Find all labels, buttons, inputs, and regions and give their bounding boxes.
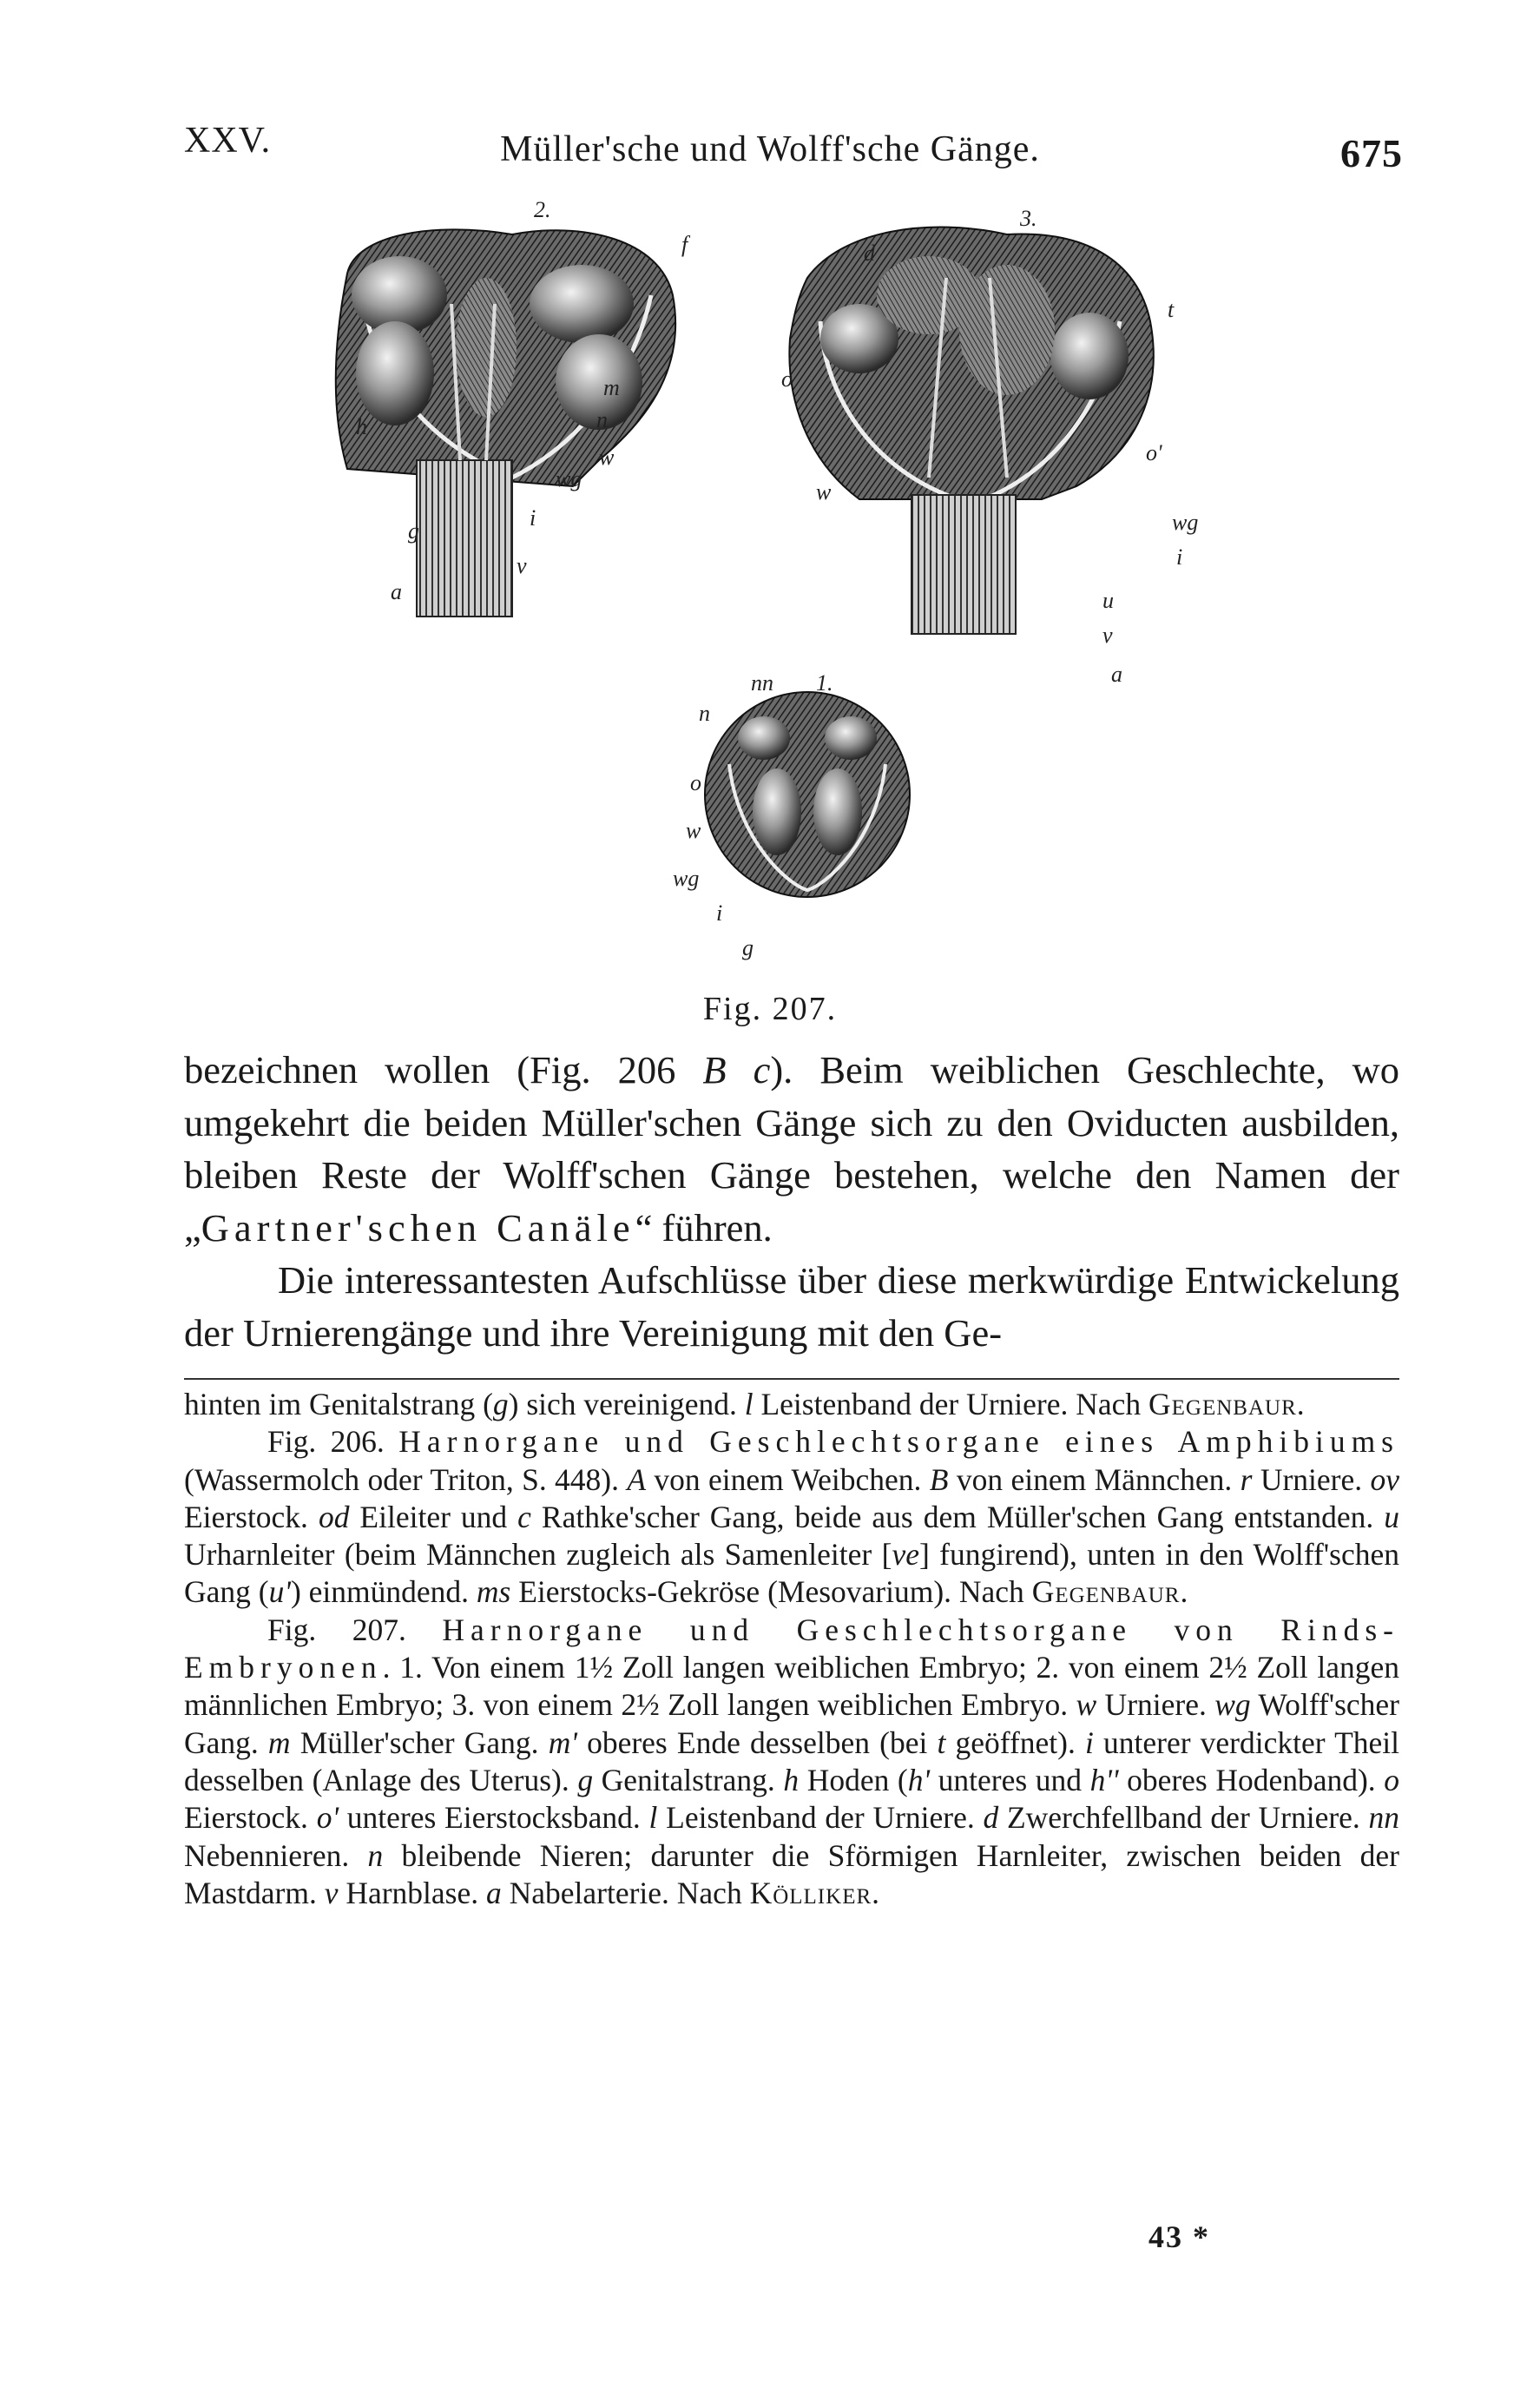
- paragraph-2: Die interessantesten Aufschlüsse über diese merkwürdige Entwickelung der Urnierengänge und ihre Vereinigung mit den Ge-: [184, 1258, 1399, 1355]
- label-u: u: [1102, 588, 1114, 613]
- figure-3-female-embryo: [789, 228, 1153, 634]
- paragraph-1: bezeichnen wollen (Fig. 206 B c). Beim weiblichen Geschlechte, wo umgekehrt die beiden Müller'schen Gänge sich zu den Oviducten ausbilden, bleiben Reste der Wolff'schen Gänge bestehen, welche den Namen der „Gartner'schen Canäle“ führen.: [184, 1048, 1399, 1250]
- label-i-1: i: [716, 900, 723, 926]
- label-d: d: [864, 241, 875, 266]
- label-wg: wg: [556, 466, 582, 491]
- label-a: a: [391, 579, 402, 604]
- label-w-3: w: [816, 479, 832, 504]
- label-o-prime: o': [1146, 440, 1162, 465]
- figure-1-female-embryo: [705, 692, 910, 897]
- label-t: t: [1168, 297, 1175, 322]
- figure-label-2: 2.: [534, 200, 551, 222]
- engraving-figure-207: [321, 200, 1293, 964]
- label-m: m: [603, 375, 620, 400]
- main-text: [184, 1044, 1399, 1359]
- label-w: w: [599, 445, 615, 470]
- page-number: 675: [1340, 131, 1403, 175]
- figure-caption: Fig. 207.: [702, 991, 838, 1027]
- label-f: f: [681, 232, 688, 257]
- label-o: o: [781, 366, 793, 392]
- label-i-3: i: [1176, 544, 1183, 570]
- figure-label-1: 1.: [816, 670, 833, 696]
- label-h: h: [356, 414, 367, 439]
- label-w-1: w: [686, 818, 701, 843]
- footnote-fig-207: Fig. 207. Harnorgane und Geschlechtsorgane von Rinds-Embryonen. 1. Von einem 1½ Zoll langen weiblichen Embryo; 2. von einem 2½ Zoll langen männlichen Embryo; 3. von einem 2½ Zoll langen weiblichen Embryo. w Urniere. wg Wolff'scher Gang. m Müller'scher Gang. m' oberes Ende desselben (bei t geöffnet). i unterer verdickter Theil desselben (Anlage des Uterus). g Genitalstrang. h Hoden (h' unteres und h'' oberes Hodenband). o Eierstock. o' unteres Eierstocksband. l Leistenband der Urniere. d Zwerchfellband der Urniere. nn Nebennieren. n bleibende Nieren; darunter die Sförmigen Harnleiter, zwischen beiden der Mastdarm. v Harnblase. a Nabelarterie. Nach Kölliker.: [184, 1612, 1400, 1910]
- label-n-1: n: [699, 701, 710, 726]
- label-n: n: [596, 407, 608, 432]
- label-a-3: a: [1111, 662, 1122, 687]
- running-title: Müller'sche und Wolff'sche Gänge.: [500, 129, 1040, 169]
- footnotes: [184, 1386, 1399, 1912]
- footnote-divider: [184, 1378, 1399, 1380]
- label-wg-1: wg: [673, 866, 700, 891]
- printer-signature: 43 *: [1148, 2219, 1210, 2254]
- label-g-1: g: [742, 935, 754, 960]
- figure-2-male-embryo: [336, 229, 675, 617]
- label-g: g: [408, 518, 419, 544]
- label-v-3: v: [1102, 623, 1113, 648]
- label-wg-3: wg: [1172, 510, 1199, 535]
- chapter-number: XXV.: [184, 121, 272, 161]
- footnote-fig-206: Fig. 206. Harnorgane und Geschlechtsorgane eines Amphibiums (Wassermolch oder Triton, S. 448). A von einem Weibchen. B von einem Männchen. r Urniere. ov Eierstock. od Eileiter und c Rathke'scher Gang, beide aus dem Müller'schen Gang entstanden. u Urharnleiter (beim Männchen zugleich als Samenleiter [ve] fungirend), unten in den Wolff'schen Gang (u') einmündend. ms Eierstocks-Gekröse (Mesovarium). Nach Gegenbaur.: [184, 1424, 1399, 1610]
- label-nn: nn: [751, 670, 773, 696]
- label-o-1: o: [690, 770, 701, 795]
- footnote-continuation: hinten im Genitalstrang (g) sich vereinigend. l Leistenband der Urniere. Nach Gegenbaur.: [184, 1387, 1305, 1421]
- label-i: i: [530, 505, 536, 531]
- anatomical-illustration: [321, 200, 1293, 964]
- label-v: v: [517, 553, 527, 578]
- figure-label-3: 3.: [1020, 206, 1037, 231]
